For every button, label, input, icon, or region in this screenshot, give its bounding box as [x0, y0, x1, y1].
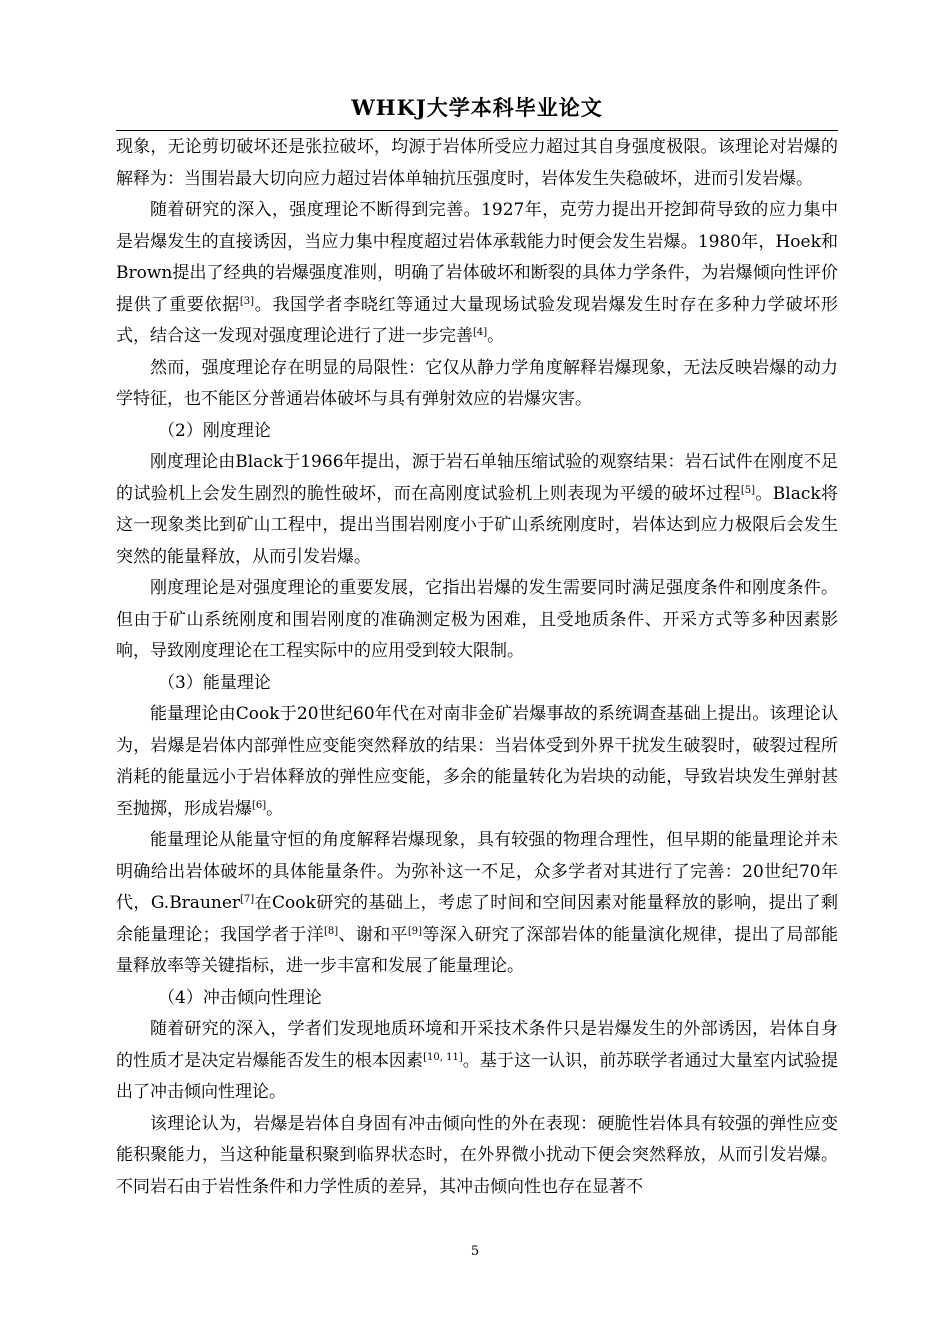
paragraph-text: 。Black将这一现象类比到矿山工程中，提出当围岩刚度小于矿山系统刚度时，岩体达到应力极限后会发生突然的能量释放，从而引发岩爆。 — [116, 483, 839, 567]
paragraph-text: 该理论认为，岩爆是岩体自身固有冲击倾向性的外在表现：硬脆性岩体具有较强的弹性应变能积聚能力，当这种能量积聚到临界状态时，在外界微小扰动下便会突然释放，从而引发岩爆。不同岩石由于岩性条件和力学性质的差异，其冲击倾向性也存在显著不 — [116, 1113, 838, 1197]
paragraph-text: 随着研究的深入，强度理论不断得到完善。1927年，克劳力提出开挖卸荷导致的应力集中是岩爆发生的直接诱因，当应力集中程度超过岩体承载能力时便会发生岩爆。1980年，Hoek和Brown提出了经典的岩爆强度准则，明确了岩体破坏和断裂的具体力学条件，为岩爆倾向性评价提供了重要依据 — [116, 200, 838, 315]
paragraph — [116, 573, 838, 668]
citation-marker: [10, 11] — [423, 1051, 463, 1063]
paragraph-text: （4）冲击倾向性理论 — [158, 987, 322, 1008]
paragraph — [116, 132, 838, 195]
body-text — [116, 132, 838, 1203]
paragraph-text: 。 — [266, 798, 284, 819]
paragraph — [116, 699, 838, 825]
paragraph-text: 。基于这一认识，前苏联学者通过大量室内试验提出了冲击倾向性理论。 — [116, 1050, 839, 1102]
paragraph — [116, 1109, 838, 1204]
citation-marker: [6] — [252, 799, 267, 811]
paragraph — [116, 1014, 838, 1109]
paragraph-text: 能量理论由Cook于20世纪60年代在对南非金矿岩爆事故的系统调查基础上提出。该理论认为，岩爆是岩体内部弹性应变能突然释放的结果：当岩体受到外界干扰发生破裂时，破裂过程所消耗的能量远小于岩体释放的弹性应变能，多余的能量转化为岩块的动能，导致岩块发生弹射甚至抛掷，形成岩爆 — [116, 704, 838, 819]
citation-marker: [4] — [473, 327, 488, 338]
paragraph — [116, 825, 838, 983]
section-subheading — [116, 416, 838, 448]
paragraph-text: （2）刚度理论 — [158, 420, 271, 441]
running-header: WHKJ大学本科毕业论文 — [351, 95, 603, 120]
paragraph-text: 能量理论从能量守恒的角度解释岩爆现象，具有较强的物理合理性，但早期的能量理论并未明确给出岩体破坏的具体能量条件。为弥补这一不足，众多学者对其进行了完善：20世纪70年代，G.Brauner — [116, 830, 838, 913]
section-subheading — [116, 668, 838, 700]
page-number: 5 — [470, 1244, 480, 1259]
paragraph — [116, 353, 838, 416]
paragraph-text: 刚度理论由Black于1966年提出，源于岩石单轴压缩试验的观察结果：岩石试件在刚度不足的试验机上会发生剧烈的脆性破坏，而在高刚度试验机上则表现为平缓的破坏过程 — [116, 452, 838, 504]
paragraph — [116, 195, 838, 353]
paragraph-text: 随着研究的深入，学者们发现地质环境和开采技术条件只是岩爆发生的外部诱因，岩体自身的性质才是决定岩爆能否发生的根本因素 — [116, 1019, 838, 1071]
paragraph-text: 然而，强度理论存在明显的局限性：它仅从静力学角度解释岩爆现象，无法反映岩爆的动力学特征，也不能区分普通岩体破坏与具有弹射效应的岩爆灾害。 — [116, 357, 838, 409]
citation-marker: [8] — [324, 925, 339, 937]
paragraph-text: 刚度理论是对强度理论的重要发展，它指出岩爆的发生需要同时满足强度条件和刚度条件。但由于矿山系统刚度和围岩刚度的准确测定极为困难，且受地质条件、开采方式等多种因素影响，导致刚度理论在工程实际中的应用受到较大限制。 — [116, 578, 838, 661]
paragraph-text: 、谢和平 — [338, 924, 408, 945]
paragraph-text: （3）能量理论 — [158, 672, 271, 693]
section-subheading — [116, 983, 838, 1015]
paragraph-text: 在Cook研究的基础上，考虑了时间和空间因素对能量释放的影响，提出了剩余能量理论；我国学者于洋 — [116, 893, 838, 945]
paragraph — [116, 447, 838, 573]
citation-marker: [3] — [239, 295, 255, 307]
citation-marker: [7] — [240, 894, 255, 905]
citation-marker: [5] — [740, 484, 756, 496]
header-rule — [116, 130, 838, 131]
citation-marker: [9] — [407, 925, 423, 937]
paragraph-text: 等深入研究了深部岩体的能量演化规律，提出了局部能量释放率等关键指标，进一步丰富和发展了能量理论。 — [116, 924, 839, 976]
paragraph-text: 。我国学者李晓红等通过大量现场试验发现岩爆发生时存在多种力学破坏形式，结合这一发现对强度理论进行了进一步完善 — [116, 294, 839, 346]
paragraph-text: 现象，无论剪切破坏还是张拉破坏，均源于岩体所受应力超过其自身强度极限。该理论对岩爆的解释为：当围岩最大切向应力超过岩体单轴抗压强度时，岩体发生失稳破坏，进而引发岩爆。 — [116, 137, 838, 189]
paragraph-text: 。 — [487, 326, 505, 346]
